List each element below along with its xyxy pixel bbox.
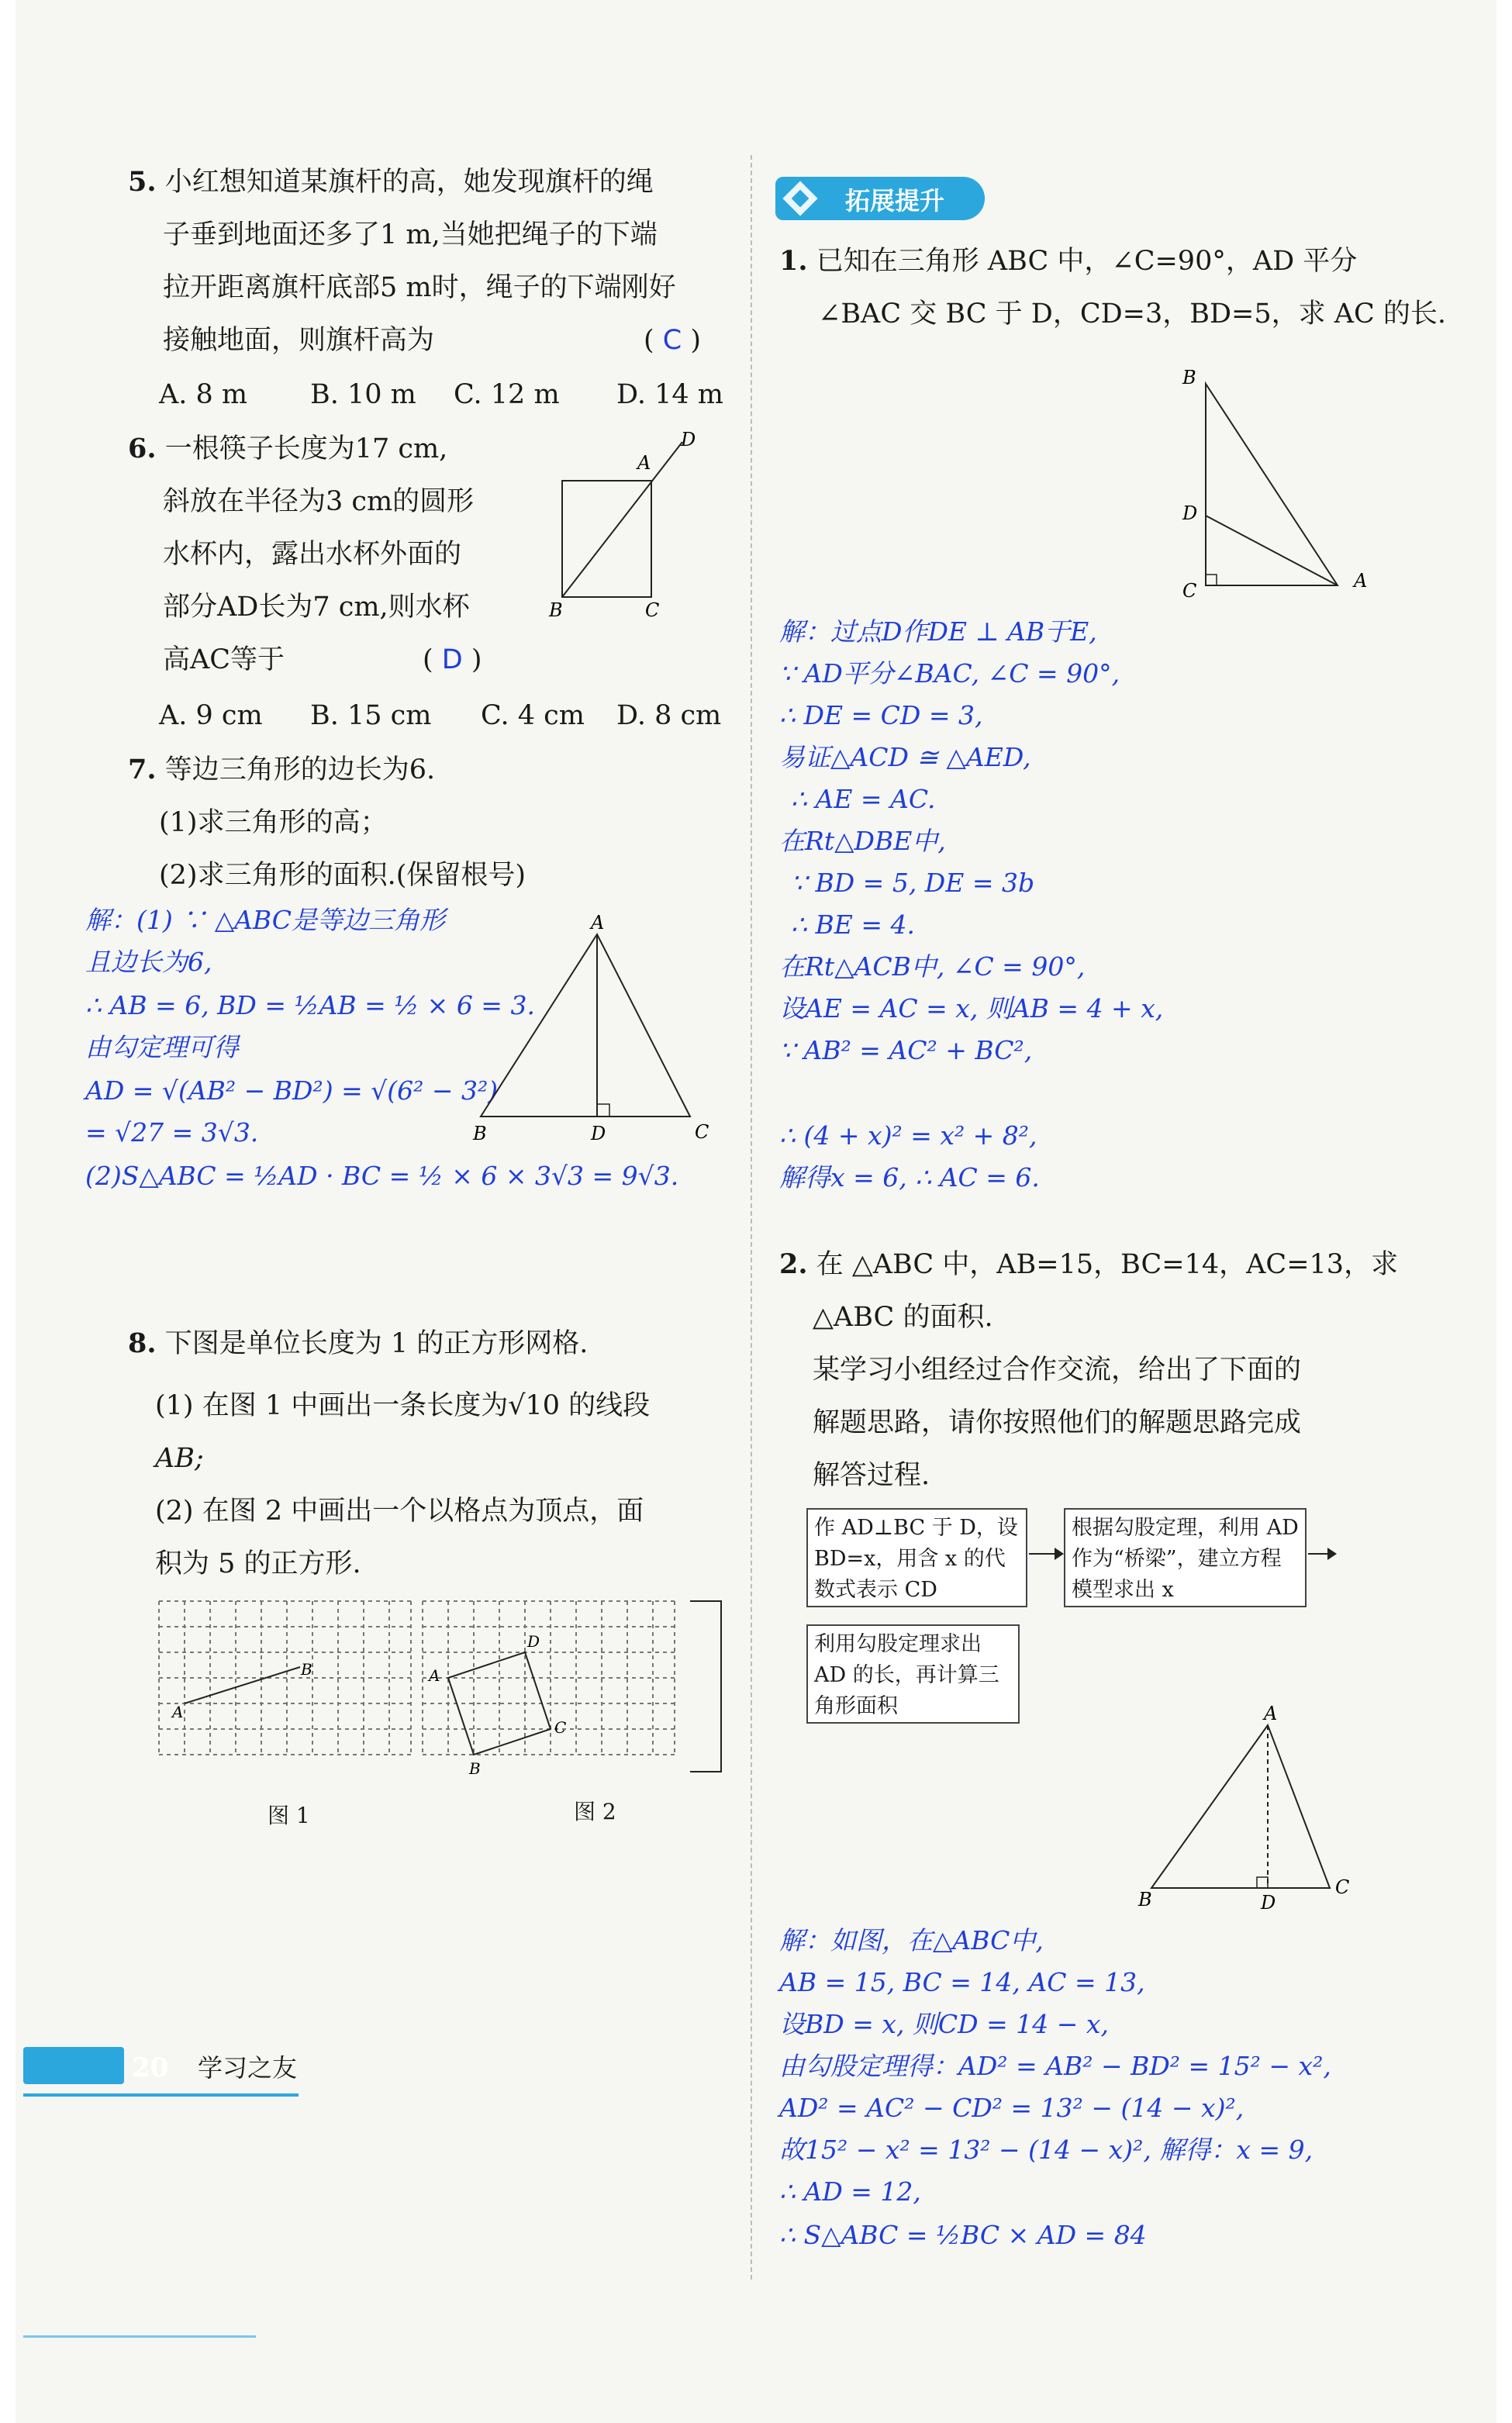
r-q2-sol-7: ∴ AD = 12, [779,2176,921,2207]
label-a: A [1264,1706,1278,1724]
fig2-label-b: B [469,1759,481,1778]
section-emblem-icon [782,180,819,217]
r-q1-sol-7: ∵ BD = 5, DE = 3b [791,868,1035,898]
q6-option-c: C. 4 cm [481,700,585,731]
grid-2 [423,1601,675,1755]
q5-answer-bracket: ( C ) [644,325,702,356]
q5-option-a: A. 8 m [159,379,248,410]
flow-box-1: 作 AD⊥BC 于 D，设 BD=x，用含 x 的代数式表示 CD [806,1508,1027,1607]
q5-option-c: C. 12 m [454,379,560,410]
q6-cup-figure [543,430,729,624]
q6-option-b: B. 15 cm [310,700,432,731]
triangle-abc [1151,1725,1330,1888]
q7-sol-2: 且边长为6, [85,947,212,977]
q7-sol-6: = √27 = 3√3. [85,1117,259,1148]
label-a: A [1354,570,1368,592]
chopstick-line [562,442,682,597]
grid-bracket [690,1601,721,1772]
r-q2-line3: 某学习小组经过合作交流，给出了下面的 [813,1355,1302,1386]
r-q2-sol-3: 设BD = x, 则CD = 14 − x, [779,2009,1109,2039]
r-q1-sol-11: ∵ AB² = AC² + BC², [779,1035,1033,1065]
fig2-label-a: A [429,1666,440,1685]
q6-answer-bracket: ( D ) [423,644,482,675]
q8-grid-figures [155,1597,729,1783]
r-q1-sol-13: 解得x = 6, ∴ AC = 6. [779,1162,1040,1193]
label-c: C [1182,580,1197,602]
right-angle-mark [1257,1877,1268,1888]
label-b: B [549,599,563,621]
q5-option-b: B. 10 m [310,379,416,410]
q5-line4: 接触地面，则旗杆高为 [163,325,435,356]
r-q1-figure [1171,361,1396,609]
r-q2-sol-6: 故15² − x² = 13² − (14 − x)², 解得：x = 9, [779,2135,1314,2165]
q6-line2: 斜放在半径为3 cm的圆形 [163,486,475,517]
r-q1-sol-12: ∴ (4 + x)² = x² + 8², [779,1120,1037,1151]
fig1-caption: 图 1 [268,1803,310,1828]
r-q1-line1: 1. 已知在三角形 ABC 中，∠C=90°，AD 平分 [779,245,1358,277]
triangle-abc [1206,384,1338,585]
r-q2-sol-4: 由勾股定理得：AD² = AB² − BD² = 15² − x², [779,2051,1331,2081]
label-d: D [1182,502,1198,524]
r-q2-sol-1: 解：如图，在△ABC中, [779,1925,1044,1955]
label-d: D [1261,1892,1276,1914]
q6-option-a: A. 9 cm [159,700,263,731]
q5-line1: 5. 小红想知道某旗杆的高，她发现旗杆的绳 [128,166,654,198]
page-number-badge [23,2047,124,2084]
q5-line2: 子垂到地面还多了1 m,当她把绳子的下端 [163,219,658,250]
r-q1-sol-1: 解：过点D作DE ⊥ AB于E, [779,616,1097,647]
q6-line1: 6. 一根筷子长度为17 cm, [128,433,448,464]
right-angle-mark [1206,575,1217,585]
label-b: B [1182,367,1196,388]
book-title: 学习之友 [198,2053,298,2083]
flow-box-2: 根据勾股定理，利用 AD 作为“桥梁”，建立方程模型求出 x [1064,1508,1307,1607]
r-q2-line5: 解答过程. [813,1460,930,1491]
q7-sol-7: (2)S△ABC = ½AD · BC = ½ × 6 × 3√3 = 9√3. [85,1161,679,1191]
right-angle-mark [597,1104,609,1117]
fig2-label-c: C [554,1718,567,1737]
q6-answer: D [441,644,463,675]
r-q2-line2: △ABC 的面积. [813,1302,993,1333]
q7-part2: (2)求三角形的面积.(保留根号) [159,860,526,891]
r-q2-sol-2: AB = 15, BC = 14, AC = 13, [779,1967,1145,1997]
r-q1-line2: ∠BAC 交 BC 于 D，CD=3，BD=5，求 AC 的长. [818,299,1447,330]
flow-arrow-1-head [1055,1548,1064,1560]
r-q1-sol-5: ∴ AE = AC. [791,784,936,814]
label-b: B [1138,1889,1152,1910]
q5-answer: C [662,325,682,356]
label-d: D [681,430,696,450]
r-q1-sol-2: ∵ AD平分∠BAC, ∠C = 90°, [779,658,1120,689]
q7-sol-5: AD = √(AB² − BD²) = √(6² − 3²) [85,1075,499,1106]
column-divider [751,155,754,2280]
q6-option-d: D. 8 cm [616,700,722,731]
segment-ab [185,1667,300,1703]
q8-part1b: AB; [155,1443,204,1474]
q8-part1a: (1) 在图 1 中画出一条长度为√10 的线段 [155,1390,651,1421]
q8-line1: 8. 下图是单位长度为 1 的正方形网格. [128,1327,589,1359]
fig1-label-a: A [172,1703,184,1721]
q7-triangle-figure [465,907,729,1148]
bottom-rule [23,2335,256,2338]
r-q1-sol-6: 在Rt△DBE中, [779,826,946,856]
r-q1-sol-9: 在Rt△ACB中, ∠C = 90°, [779,951,1086,982]
label-d: D [591,1123,606,1144]
label-a: A [591,912,605,934]
q6-line5: 高AC等于 [163,644,285,675]
q5-line3: 拉开距离旗杆底部5 m时，绳子的下端刚好 [163,272,676,303]
grid-1 [159,1601,411,1755]
label-c: C [645,599,660,621]
fig2-caption: 图 2 [574,1799,616,1824]
q7-sol-4: 由勾定理可得 [85,1032,239,1062]
label-c: C [695,1121,709,1143]
r-q2-line1: 2. 在 △ABC 中，AB=15，BC=14，AC=13，求 [779,1248,1399,1280]
r-q2-line4: 解题思路，请你按照他们的解题思路完成 [813,1407,1302,1438]
r-q2-figure [1124,1706,1372,1915]
bisector-ad [1206,516,1338,585]
q5-option-d: D. 14 m [616,379,723,410]
q6-line4: 部分AD长为7 cm,则水杯 [163,592,470,623]
page-number: 20 [132,2052,169,2083]
r-q1-sol-10: 设AE = AC = x, 则AB = 4 + x, [779,993,1164,1023]
label-c: C [1335,1876,1350,1898]
label-b: B [473,1123,487,1144]
r-q1-sol-3: ∴ DE = CD = 3, [779,700,983,730]
fig1-label-b: B [301,1660,312,1679]
r-q1-sol-8: ∴ BE = 4. [791,909,915,940]
q7-sol-3: ∴ AB = 6, BD = ½AB = ½ × 6 = 3. [85,990,535,1020]
label-a: A [637,452,651,474]
flow-arrow-2-head [1327,1548,1337,1560]
q6-line3: 水杯内，露出水杯外面的 [163,539,462,570]
section-title: 拓展提升 [845,186,945,216]
footer-rule [23,2093,299,2097]
q7-part1: (1)求三角形的高； [159,807,388,838]
q8-part2a: (2) 在图 2 中画出一个以格点为顶点，面 [155,1496,644,1527]
flow-box-3: 利用勾股定理求出 AD 的长，再计算三角形面积 [806,1624,1020,1724]
fig2-label-d: D [527,1632,540,1651]
q7-sol-1: 解：(1) ∵ △ABC是等边三角形 [85,905,446,935]
q7-line1: 7. 等边三角形的边长为6. [128,754,436,785]
q8-part2b: 积为 5 的正方形. [155,1548,361,1579]
triangle-abc [481,934,690,1117]
r-q2-sol-8: ∴ S△ABC = ½BC × AD = 84 [779,2220,1147,2250]
r-q1-sol-4: 易证△ACD ≅ △AED, [779,742,1031,772]
r-q2-sol-5: AD² = AC² − CD² = 13² − (14 − x)², [779,2093,1244,2123]
